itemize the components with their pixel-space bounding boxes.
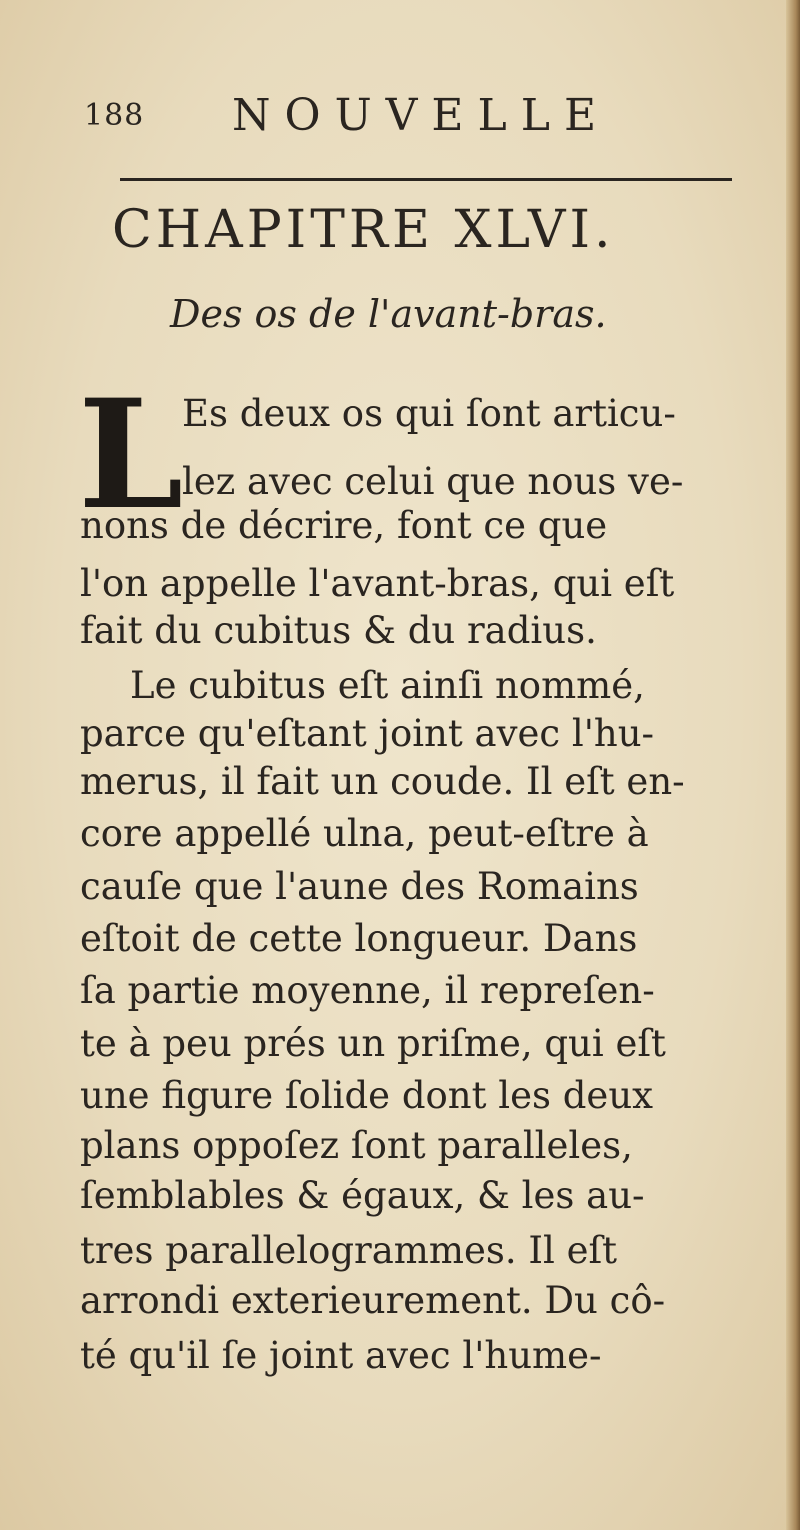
header-rule xyxy=(120,178,732,181)
text-line: tres parallelogrammes. Il eſt xyxy=(80,1229,618,1272)
text-line: l'on appelle l'avant-bras, qui eſt xyxy=(80,562,675,605)
text-line: fait du cubitus & du radius. xyxy=(80,609,597,652)
text-line: cauſe que l'aune des Romains xyxy=(80,865,639,908)
chapter-subtitle: Des os de l'avant-bras. xyxy=(170,292,607,336)
text-line: té qu'il ſe joint avec l'hume- xyxy=(80,1334,602,1377)
text-line: ſemblables & égaux, & les au- xyxy=(80,1174,645,1217)
text-line: Es deux os qui ſont articu- xyxy=(182,392,676,435)
text-line: core appellé ulna, peut-eſtre à xyxy=(80,812,649,855)
text-line: parce qu'eſtant joint avec l'hu- xyxy=(80,712,655,755)
text-line: merus, il fait un coude. Il eſt en- xyxy=(80,760,685,803)
running-head-title: NOUVELLE xyxy=(232,90,611,141)
page-number: 188 xyxy=(84,98,145,133)
page-edge-shadow xyxy=(786,0,800,1530)
text-line: Le cubitus eſt ainſi nommé, xyxy=(130,664,645,707)
text-line: une figure ſolide dont les deux xyxy=(80,1074,654,1117)
text-line: te à peu prés un priſme, qui eſt xyxy=(80,1022,666,1065)
text-line: lez avec celui que nous ve- xyxy=(182,460,684,503)
text-line: eſtoit de cette longueur. Dans xyxy=(80,917,638,960)
running-head xyxy=(84,90,724,150)
text-line: ſa partie moyenne, il repreſen- xyxy=(80,969,655,1012)
chapter-title: CHAPITRE XLVI. xyxy=(112,200,615,260)
text-line: plans oppoſez ſont paralleles, xyxy=(80,1124,633,1167)
drop-cap: L xyxy=(78,367,184,543)
text-line: nons de décrire, font ce que xyxy=(80,504,608,547)
text-line: arrondi exterieurement. Du cô- xyxy=(80,1279,666,1322)
